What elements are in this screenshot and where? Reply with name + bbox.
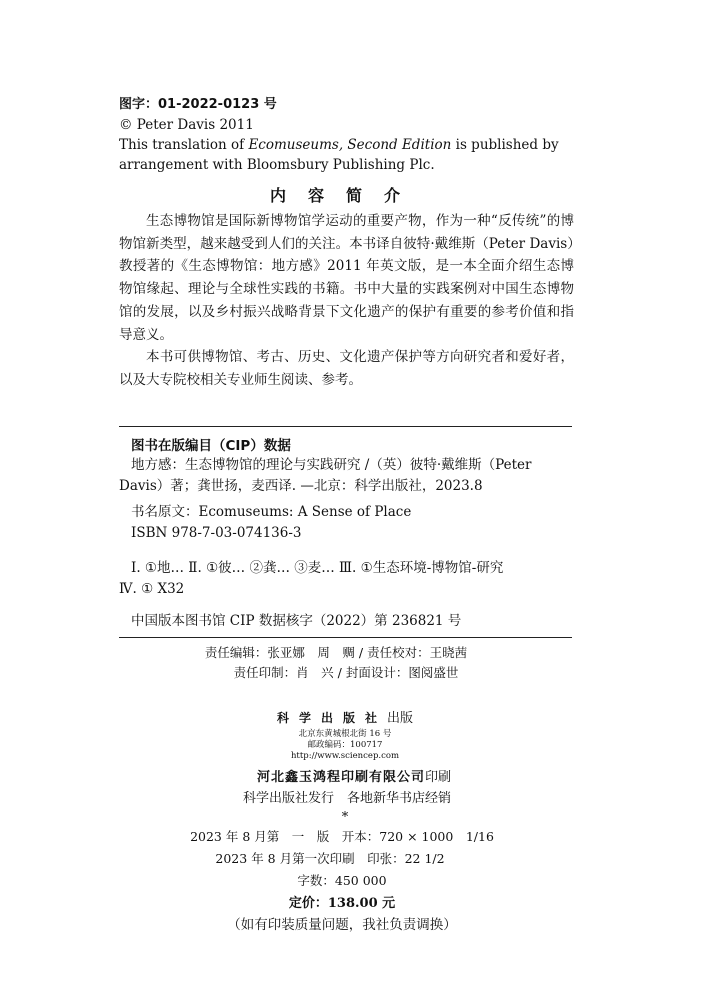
cip-number-block	[119, 611, 569, 632]
publisher-postcode: 邮政编码：100717	[307, 740, 383, 750]
publisher-website: http://www.sciencep.com	[290, 751, 400, 761]
translation-title: Ecomuseums, Second Edition	[248, 137, 452, 153]
copyright-block	[119, 95, 559, 175]
publisher-name: 科学出版社	[276, 711, 387, 725]
word-count: 字数：450 000	[297, 873, 387, 888]
cip-subjects-block	[119, 558, 569, 600]
staff-line-2: 责任印制：肖 兴 / 封面设计：图阅盛世	[233, 665, 459, 680]
quality-note: （如有印装质量问题，我社负责调换）	[227, 917, 457, 933]
cip-original-title: 书名原文：Ecomuseums: A Sense of Place	[131, 504, 412, 520]
printer-block	[0, 766, 690, 933]
cip-subjects-line2: Ⅳ. ① X32	[119, 581, 185, 597]
intro-paragraph-2: 本书可供博物馆、考古、历史、文化遗产保护等方向研究者和爱好者，以及大专院校相关专业师生阅读、参考。	[119, 349, 574, 388]
intro-heading: 内容简介	[269, 186, 422, 205]
edition-line: 2023 年 8 月第 一 版 开本：720 × 1000 1/16	[190, 829, 494, 844]
translation-notice	[119, 135, 559, 155]
cip-original-title-block	[119, 502, 569, 544]
cip-subjects-line1: Ⅰ. ①地… Ⅱ. ①彼… ②龚… ③麦… Ⅲ. ①生态环境-博物馆-研究	[131, 560, 504, 576]
printer-name: 河北鑫玉鸿程印刷有限公司	[256, 770, 425, 785]
translation-post: is published by	[451, 137, 559, 153]
cip-entry-line1: 地方感：生态博物馆的理论与实践研究 /（英）彼特·戴维斯（Peter	[131, 457, 532, 473]
intro-paragraph-1: 生态博物馆是国际新博物馆学运动的重要产物，作为一种“反传统”的博物馆新类型，越来越受到人们的关注。本书译自彼特·戴维斯（Peter Davis）教授著的《生态博物馆：地方感》2011 年英文版，是一本全面介绍生态博物馆缘起、理论与全球性实践的书籍。书中大量的实践案例对中国生态博物馆的发展，以及乡村振兴战略背景下文化遗产的保护有重要的参考价值和指导意义。	[119, 213, 574, 343]
cip-title: 图书在版编目（CIP）数据	[131, 438, 291, 454]
publisher-suffix: 出版	[387, 711, 414, 726]
translation-pre: This translation of	[119, 137, 249, 153]
cip-top-rule	[119, 426, 572, 427]
cip-isbn: ISBN 978-7-03-074136-3	[131, 525, 302, 541]
cip-block	[119, 455, 569, 497]
staff-line-1: 责任编辑：张亚娜 周 赒 / 责任校对：王晓茜	[204, 645, 468, 660]
translation-line2: arrangement with Bloomsbury Publishing Plc.	[119, 157, 435, 173]
cip-entry-line2: Davis）著；龚世扬，麦西译. —北京：科学出版社，2023.8	[119, 478, 483, 494]
publisher-address: 北京东黄城根北街 16 号	[298, 729, 392, 739]
intro-body	[119, 210, 574, 392]
separator-star: *	[341, 810, 349, 825]
price: 定价：138.00 元	[288, 896, 396, 911]
distribution: 科学出版社发行 各地新华书店经销	[242, 791, 451, 806]
cip-bottom-rule	[119, 637, 572, 638]
cip-number: 中国版本图书馆 CIP 数据核字（2022）第 236821 号	[131, 613, 462, 629]
printer-suffix: 印刷	[425, 770, 452, 785]
license-number: 图字：01-2022-0123 号	[119, 97, 277, 112]
publisher-block	[0, 707, 690, 762]
copyright-line: © Peter Davis 2011	[119, 117, 254, 133]
impression-line: 2023 年 8 月第一次印刷 印张：22 1/2	[215, 851, 445, 866]
